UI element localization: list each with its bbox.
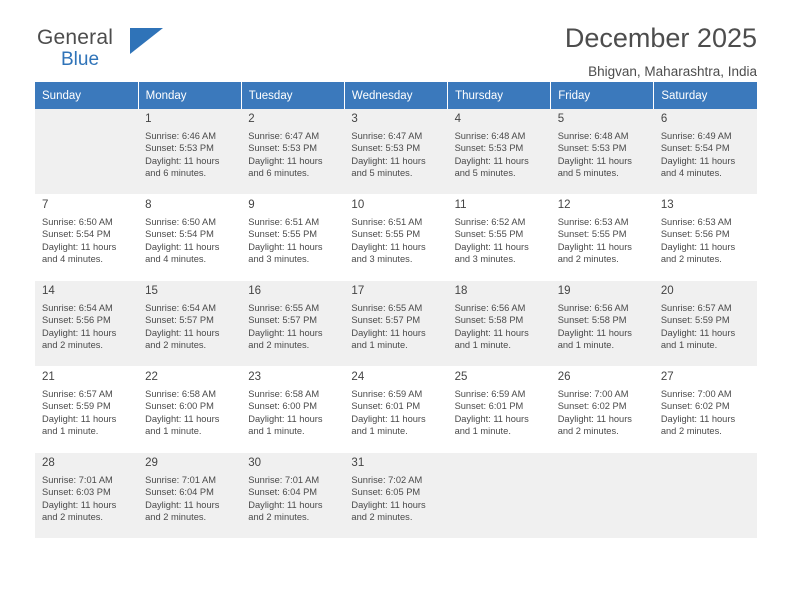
day-sun-info — [558, 302, 649, 352]
day-sun-info-line: Sunrise: 6:57 AM — [42, 389, 113, 399]
day-sun-info — [248, 302, 339, 352]
calendar-day-container — [35, 367, 138, 453]
calendar-day-container — [448, 281, 551, 367]
day-sun-info-line: Sunrise: 6:49 AM — [660, 131, 732, 141]
day-sun-info — [145, 130, 236, 180]
day-number: 26 — [557, 371, 571, 383]
day-sun-info-line: and 5 minutes. — [351, 168, 413, 179]
day-sun-info-line: Daylight: 11 hours — [248, 413, 323, 424]
day-sun-info — [661, 388, 752, 438]
day-sun-info — [145, 388, 236, 438]
day-sun-info-line: Sunset: 5:58 PM — [557, 315, 627, 326]
calendar-day-container — [138, 109, 241, 195]
day-sun-info-line: Sunset: 6:03 PM — [42, 487, 111, 498]
day-number: 24 — [351, 371, 365, 383]
day-sun-info-line: Daylight: 11 hours — [42, 413, 117, 424]
logo-text-blue: Blue — [61, 49, 100, 70]
day-sun-info-line: and 6 minutes. — [248, 168, 310, 179]
day-sun-info-line: Daylight: 11 hours — [351, 155, 426, 166]
calendar-day-cell[interactable] — [138, 281, 241, 366]
day-sun-info — [248, 474, 339, 524]
day-sun-info-line: and 2 minutes. — [557, 426, 619, 437]
calendar-day-cell[interactable] — [344, 453, 447, 538]
calendar-day-container — [654, 109, 757, 195]
day-sun-info-line: Sunrise: 7:01 AM — [42, 475, 113, 485]
day-sun-info-line: Sunrise: 6:56 AM — [454, 303, 526, 313]
day-sun-info — [145, 216, 236, 266]
day-number: 16 — [248, 285, 262, 297]
calendar-body — [35, 109, 757, 539]
day-sun-info — [558, 216, 649, 266]
day-sun-info-line: Sunrise: 6:55 AM — [351, 303, 423, 313]
day-sun-info — [42, 474, 133, 524]
calendar-day-cell[interactable] — [654, 109, 757, 194]
day-sun-info-line: Daylight: 11 hours — [557, 413, 632, 424]
day-sun-info-line: Sunset: 5:58 PM — [454, 315, 524, 326]
calendar-day-container — [138, 367, 241, 453]
day-sun-info-line: Daylight: 11 hours — [660, 155, 736, 166]
day-sun-info — [455, 130, 546, 180]
calendar-cell-empty-container — [35, 109, 138, 195]
day-sun-info-line: and 5 minutes. — [454, 168, 516, 179]
calendar-day-cell[interactable] — [654, 367, 757, 452]
calendar-day-cell[interactable] — [448, 367, 551, 452]
day-sun-info-line: Daylight: 11 hours — [351, 327, 426, 338]
calendar-day-container — [551, 367, 654, 453]
calendar-day-container — [448, 367, 551, 453]
day-sun-info — [455, 302, 546, 352]
calendar-day-container — [241, 281, 344, 367]
weekday-header-tuesday: Tuesday — [241, 82, 344, 109]
day-number: 1 — [145, 113, 152, 125]
day-number: 20 — [660, 285, 674, 297]
logo — [37, 26, 237, 74]
day-sun-info-line: Sunset: 6:01 PM — [351, 401, 421, 412]
day-sun-info-line: Sunset: 5:55 PM — [248, 229, 318, 240]
calendar-day-cell[interactable] — [344, 195, 447, 280]
day-sun-info-line: Sunset: 6:00 PM — [145, 401, 214, 412]
day-sun-info-line: and 1 minute. — [42, 426, 99, 437]
day-sun-info-line: Daylight: 11 hours — [248, 241, 323, 252]
day-sun-info-line: Daylight: 11 hours — [660, 413, 736, 424]
calendar-day-cell[interactable] — [448, 109, 551, 194]
day-sun-info-line: Sunset: 5:53 PM — [557, 143, 627, 154]
day-number: 19 — [557, 285, 571, 297]
day-sun-info-line: and 2 minutes. — [248, 512, 310, 523]
day-sun-info-line: and 1 minute. — [454, 426, 511, 437]
day-sun-info-line: Sunrise: 7:00 AM — [660, 389, 732, 399]
day-sun-info — [351, 388, 442, 438]
calendar-day-container — [241, 109, 344, 195]
day-sun-info-line: Sunset: 5:53 PM — [145, 143, 214, 154]
day-sun-info — [42, 388, 133, 438]
day-sun-info-line: Sunrise: 6:48 AM — [557, 131, 629, 141]
day-number: 5 — [557, 113, 565, 125]
day-sun-info-line: Daylight: 11 hours — [351, 241, 426, 252]
day-sun-info — [145, 302, 236, 352]
day-sun-info-line: Daylight: 11 hours — [557, 155, 632, 166]
day-sun-info — [661, 130, 752, 180]
flag-icon — [130, 28, 163, 54]
calendar-day-cell[interactable] — [241, 281, 344, 366]
day-number: 10 — [351, 199, 365, 211]
day-sun-info-line: Daylight: 11 hours — [145, 241, 220, 252]
day-sun-info-line: Sunset: 6:04 PM — [145, 487, 214, 498]
calendar-day-container — [448, 109, 551, 195]
calendar-day-container — [654, 367, 757, 453]
day-sun-info-line: Sunrise: 6:50 AM — [145, 217, 216, 227]
day-sun-info-line: Sunset: 6:04 PM — [248, 487, 318, 498]
day-sun-info-line: Sunset: 5:57 PM — [351, 315, 421, 326]
calendar-day-container — [138, 281, 241, 367]
day-sun-info-line: Sunset: 5:54 PM — [42, 229, 111, 240]
location-subtitle: Bhigvan, Maharashtra, India — [588, 64, 757, 79]
calendar-day-container — [138, 453, 241, 539]
day-sun-info — [351, 474, 442, 524]
day-sun-info — [248, 130, 339, 180]
calendar-day-container — [344, 109, 447, 195]
calendar-day-container — [344, 453, 447, 539]
calendar-cell-empty — [551, 453, 654, 538]
day-sun-info-line: Sunrise: 6:54 AM — [42, 303, 113, 313]
day-sun-info-line: Sunset: 5:57 PM — [248, 315, 318, 326]
day-sun-info-line: Sunrise: 6:54 AM — [145, 303, 216, 313]
day-number: 14 — [42, 285, 55, 297]
day-sun-info-line: Sunrise: 6:47 AM — [248, 131, 320, 141]
day-sun-info-line: Sunset: 5:59 PM — [42, 401, 111, 412]
calendar-cell-empty — [35, 109, 138, 194]
day-number: 3 — [351, 113, 358, 125]
calendar-day-cell[interactable] — [448, 281, 551, 366]
day-sun-info-line: Daylight: 11 hours — [351, 413, 426, 424]
day-number: 15 — [145, 285, 158, 297]
day-number: 12 — [557, 199, 571, 211]
calendar-day-cell[interactable] — [654, 195, 757, 280]
day-sun-info-line: Sunset: 5:54 PM — [660, 143, 730, 154]
day-number: 8 — [145, 199, 152, 211]
day-sun-info-line: Daylight: 11 hours — [42, 327, 117, 338]
day-number: 17 — [351, 285, 365, 297]
day-sun-info — [248, 388, 339, 438]
day-sun-info-line: Sunrise: 6:53 AM — [557, 217, 629, 227]
day-sun-info — [248, 216, 339, 266]
day-sun-info-line: Daylight: 11 hours — [42, 499, 117, 510]
calendar-day-container — [344, 367, 447, 453]
day-number: 29 — [145, 457, 158, 469]
day-number: 21 — [42, 371, 55, 383]
day-sun-info-line: and 3 minutes. — [351, 254, 413, 265]
calendar-day-cell[interactable] — [551, 195, 654, 280]
day-sun-info-line: Sunrise: 6:59 AM — [351, 389, 423, 399]
day-sun-info-line: and 2 minutes. — [557, 254, 619, 265]
day-sun-info-line: Sunrise: 6:53 AM — [660, 217, 732, 227]
day-sun-info-line: and 1 minute. — [660, 340, 718, 351]
calendar-cell-empty-container — [654, 453, 757, 539]
day-sun-info-line: Daylight: 11 hours — [557, 241, 632, 252]
day-sun-info-line: and 2 minutes. — [42, 512, 103, 523]
calendar-day-container — [35, 453, 138, 539]
calendar-day-container — [344, 195, 447, 281]
weekday-header-wednesday: Wednesday — [344, 82, 447, 109]
day-sun-info-line: Sunrise: 7:01 AM — [145, 475, 216, 485]
calendar-day-container — [138, 195, 241, 281]
day-sun-info-line: and 6 minutes. — [145, 168, 207, 179]
calendar-day-container — [448, 195, 551, 281]
day-sun-info-line: and 1 minute. — [454, 340, 511, 351]
page-title: December 2025 — [564, 23, 757, 53]
day-sun-info-line: Sunrise: 6:50 AM — [42, 217, 113, 227]
day-sun-info-line: Sunset: 5:57 PM — [145, 315, 214, 326]
day-sun-info-line: and 4 minutes. — [42, 254, 103, 265]
calendar-day-container — [551, 109, 654, 195]
weekday-header-friday: Friday — [551, 82, 654, 109]
day-sun-info — [351, 216, 442, 266]
weekday-header-monday: Monday — [138, 82, 241, 109]
day-sun-info-line: Sunset: 5:53 PM — [351, 143, 421, 154]
day-number: 25 — [454, 371, 468, 383]
day-sun-info-line: Sunset: 5:55 PM — [454, 229, 524, 240]
page-header — [35, 0, 757, 79]
calendar-day-cell[interactable] — [138, 367, 241, 452]
day-sun-info-line: Daylight: 11 hours — [454, 155, 529, 166]
day-sun-info-line: and 4 minutes. — [145, 254, 207, 265]
day-sun-info — [42, 216, 133, 266]
day-sun-info-line: Sunrise: 6:48 AM — [454, 131, 526, 141]
calendar-day-cell[interactable] — [241, 195, 344, 280]
calendar-day-cell[interactable] — [241, 367, 344, 452]
calendar-day-cell[interactable] — [35, 453, 138, 538]
day-sun-info — [145, 474, 236, 524]
day-sun-info-line: Sunset: 6:00 PM — [248, 401, 318, 412]
calendar-day-cell[interactable] — [35, 281, 138, 366]
day-sun-info-line: and 3 minutes. — [454, 254, 516, 265]
day-sun-info-line: and 2 minutes. — [351, 512, 413, 523]
day-sun-info-line: Daylight: 11 hours — [351, 499, 426, 510]
calendar-day-cell[interactable] — [138, 453, 241, 538]
calendar-day-cell[interactable] — [344, 281, 447, 366]
calendar-day-container — [551, 281, 654, 367]
day-sun-info-line: and 1 minute. — [145, 426, 202, 437]
calendar-cell-empty — [654, 453, 757, 538]
title-block — [565, 22, 757, 79]
day-sun-info-line: Daylight: 11 hours — [145, 499, 220, 510]
day-number: 28 — [42, 457, 55, 469]
day-sun-info-line: Daylight: 11 hours — [660, 241, 736, 252]
day-number: 2 — [248, 113, 255, 125]
weekday-header-thursday: Thursday — [448, 82, 551, 109]
calendar-day-cell[interactable] — [654, 281, 757, 366]
calendar-week-row — [35, 367, 757, 453]
day-sun-info — [42, 302, 133, 352]
day-sun-info-line: Daylight: 11 hours — [248, 499, 323, 510]
day-sun-info-line: Daylight: 11 hours — [248, 327, 323, 338]
weekday-header-sunday: Sunday — [35, 82, 138, 109]
day-number: 31 — [351, 457, 365, 469]
day-number: 22 — [145, 371, 158, 383]
day-sun-info-line: and 2 minutes. — [42, 340, 103, 351]
day-sun-info-line: Sunset: 6:02 PM — [660, 401, 730, 412]
day-sun-info — [455, 388, 546, 438]
day-sun-info-line: Sunset: 5:53 PM — [454, 143, 524, 154]
day-sun-info-line: Daylight: 11 hours — [145, 155, 220, 166]
calendar-table — [35, 82, 757, 539]
day-sun-info-line: Sunset: 5:59 PM — [660, 315, 730, 326]
day-sun-info-line: Sunset: 5:56 PM — [42, 315, 111, 326]
calendar-day-cell[interactable] — [551, 281, 654, 366]
calendar-day-cell[interactable] — [551, 109, 654, 194]
calendar-day-container — [241, 367, 344, 453]
calendar-week-row — [35, 195, 757, 281]
day-sun-info-line: and 5 minutes. — [557, 168, 619, 179]
calendar-day-cell[interactable] — [448, 195, 551, 280]
day-number: 30 — [248, 457, 262, 469]
day-sun-info-line: and 2 minutes. — [248, 340, 310, 351]
calendar-day-container — [654, 281, 757, 367]
day-sun-info-line: Daylight: 11 hours — [248, 155, 323, 166]
calendar-day-cell[interactable] — [35, 195, 138, 280]
day-sun-info-line: and 1 minute. — [351, 340, 408, 351]
day-number: 18 — [454, 285, 468, 297]
calendar-week-row — [35, 453, 757, 539]
day-number: 6 — [660, 113, 668, 125]
day-sun-info — [351, 130, 442, 180]
logo-text-general: General — [37, 26, 114, 49]
calendar-day-cell[interactable] — [35, 367, 138, 452]
day-sun-info-line: Sunrise: 6:55 AM — [248, 303, 320, 313]
day-sun-info-line: and 2 minutes. — [660, 426, 722, 437]
calendar-day-container — [241, 453, 344, 539]
day-sun-info-line: Sunset: 6:01 PM — [454, 401, 524, 412]
day-number: 7 — [42, 199, 49, 211]
day-sun-info — [455, 216, 546, 266]
day-number: 23 — [248, 371, 262, 383]
day-sun-info-line: Sunrise: 6:59 AM — [454, 389, 526, 399]
calendar-day-container — [241, 195, 344, 281]
calendar-day-container — [344, 281, 447, 367]
calendar-day-cell[interactable] — [138, 195, 241, 280]
day-sun-info — [661, 216, 752, 266]
calendar-day-container — [551, 195, 654, 281]
calendar-day-container — [35, 281, 138, 367]
day-sun-info — [661, 302, 752, 352]
day-sun-info-line: Daylight: 11 hours — [454, 413, 529, 424]
day-sun-info-line: Daylight: 11 hours — [660, 327, 736, 338]
day-sun-info-line: Daylight: 11 hours — [454, 327, 529, 338]
day-sun-info-line: Sunrise: 7:02 AM — [351, 475, 423, 485]
day-sun-info — [558, 130, 649, 180]
day-sun-info-line: Daylight: 11 hours — [145, 327, 220, 338]
day-sun-info-line: Daylight: 11 hours — [454, 241, 529, 252]
day-number: 4 — [454, 113, 461, 125]
day-sun-info-line: Sunrise: 6:58 AM — [248, 389, 320, 399]
day-sun-info-line: Sunrise: 6:52 AM — [454, 217, 526, 227]
day-sun-info-line: Daylight: 11 hours — [145, 413, 220, 424]
day-sun-info-line: and 2 minutes. — [660, 254, 722, 265]
day-sun-info-line: Sunset: 5:55 PM — [351, 229, 421, 240]
day-number: 11 — [454, 199, 467, 211]
calendar-cell-empty-container — [551, 453, 654, 539]
day-sun-info-line: Sunset: 5:53 PM — [248, 143, 318, 154]
calendar-day-cell[interactable] — [138, 109, 241, 194]
day-sun-info-line: Sunset: 6:05 PM — [351, 487, 421, 498]
day-number: 13 — [660, 199, 674, 211]
day-sun-info-line: Daylight: 11 hours — [557, 327, 632, 338]
day-sun-info-line: and 4 minutes. — [660, 168, 722, 179]
day-sun-info-line: Sunset: 5:55 PM — [557, 229, 627, 240]
day-sun-info-line: Sunrise: 6:57 AM — [660, 303, 732, 313]
calendar-cell-empty — [448, 453, 551, 538]
day-sun-info-line: Sunrise: 6:51 AM — [248, 217, 320, 227]
day-sun-info-line: Sunrise: 6:51 AM — [351, 217, 423, 227]
day-sun-info-line: Sunset: 6:02 PM — [557, 401, 627, 412]
day-sun-info-line: Daylight: 11 hours — [42, 241, 117, 252]
calendar-day-container — [35, 195, 138, 281]
day-sun-info-line: Sunrise: 7:00 AM — [557, 389, 629, 399]
calendar-day-cell[interactable] — [344, 367, 447, 452]
day-sun-info-line: and 1 minute. — [248, 426, 305, 437]
day-sun-info-line: Sunrise: 6:56 AM — [557, 303, 629, 313]
day-number: 9 — [248, 199, 255, 211]
calendar-week-row — [35, 109, 757, 195]
day-sun-info-line: Sunrise: 6:58 AM — [145, 389, 216, 399]
calendar-day-cell[interactable] — [241, 453, 344, 538]
day-sun-info-line: and 3 minutes. — [248, 254, 310, 265]
weekday-header-row — [35, 82, 757, 109]
calendar-day-cell[interactable] — [551, 367, 654, 452]
day-sun-info-line: Sunrise: 7:01 AM — [248, 475, 320, 485]
calendar-day-cell[interactable] — [344, 109, 447, 194]
day-sun-info-line: and 1 minute. — [351, 426, 408, 437]
calendar-day-container — [654, 195, 757, 281]
day-sun-info-line: and 2 minutes. — [145, 512, 207, 523]
day-sun-info — [558, 388, 649, 438]
calendar-cell-empty-container — [448, 453, 551, 539]
day-number: 27 — [660, 371, 674, 383]
day-sun-info-line: Sunset: 5:54 PM — [145, 229, 214, 240]
weekday-header-saturday: Saturday — [654, 82, 757, 109]
calendar-week-row — [35, 281, 757, 367]
day-sun-info-line: Sunset: 5:56 PM — [660, 229, 730, 240]
day-sun-info-line: Sunrise: 6:46 AM — [145, 131, 216, 141]
day-sun-info-line: and 2 minutes. — [145, 340, 207, 351]
calendar-day-cell[interactable] — [241, 109, 344, 194]
day-sun-info — [351, 302, 442, 352]
day-sun-info-line: and 1 minute. — [557, 340, 615, 351]
day-sun-info-line: Sunrise: 6:47 AM — [351, 131, 423, 141]
